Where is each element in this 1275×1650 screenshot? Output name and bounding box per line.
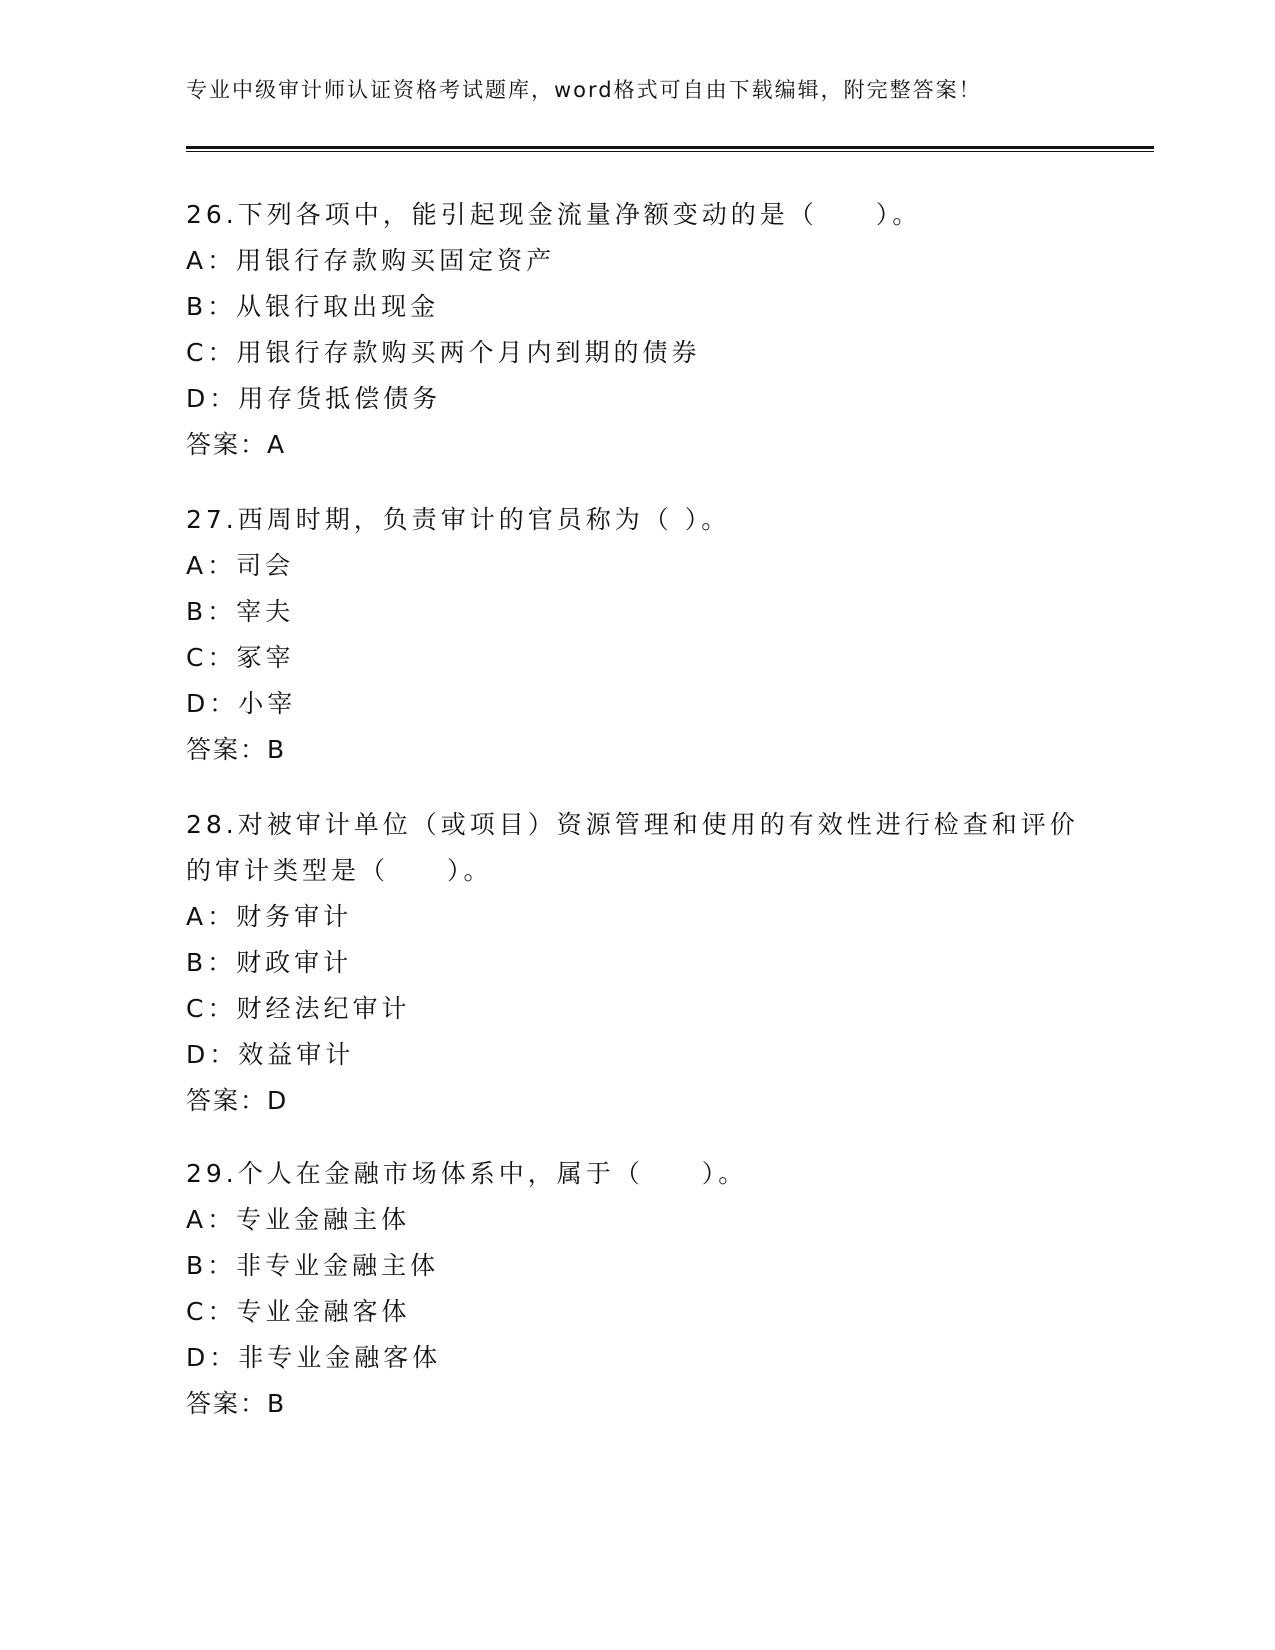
answer-value: D [267, 1086, 289, 1115]
option-d: D：小宰 [186, 689, 297, 718]
option-c: C：冢宰 [186, 643, 295, 672]
option-a: A：司会 [186, 551, 295, 580]
question-stem: 29.个人在金融市场体系中，属于（ ）。 [186, 1159, 748, 1188]
answer-value: B [267, 735, 287, 764]
option-c: C：专业金融客体 [186, 1297, 411, 1326]
answer-label: 答案： [186, 1389, 268, 1418]
option-d: D：效益审计 [186, 1040, 355, 1069]
option-a: A：财务审计 [186, 902, 353, 931]
question-stem: 27.西周时期，负责审计的官员称为（ ）。 [186, 505, 731, 534]
answer-line [186, 1078, 1086, 1124]
option-b: B：非专业金融主体 [186, 1251, 440, 1280]
question-29 [186, 1151, 1086, 1427]
answer-line [186, 727, 1086, 773]
answer-label: 答案： [186, 430, 268, 459]
option-c: C：财经法纪审计 [186, 994, 411, 1023]
header-title: 专业中级审计师认证资格考试题库，word格式可自由下载编辑，附完整答案！ [186, 78, 982, 102]
header-rule-thin [186, 151, 1154, 152]
answer-value: A [267, 430, 287, 459]
question-stem-continued: 的审计类型是（ ）。 [186, 856, 493, 885]
answer-value: B [267, 1389, 287, 1418]
question-stem: 26.下列各项中，能引起现金流量净额变动的是（ ）。 [186, 200, 922, 229]
question-28 [186, 802, 1086, 1124]
option-d: D：非专业金融客体 [186, 1343, 442, 1372]
question-stem: 28.对被审计单位（或项目）资源管理和使用的有效性进行检查和评价 [186, 810, 1079, 839]
option-a: A：用银行存款购买固定资产 [186, 246, 556, 275]
answer-line [186, 1381, 1086, 1427]
option-c: C：用银行存款购买两个月内到期的债券 [186, 338, 701, 367]
option-b: B：财政审计 [186, 948, 353, 977]
question-26 [186, 192, 1086, 468]
answer-line [186, 422, 1086, 468]
question-27 [186, 497, 1086, 773]
option-b: B：从银行取出现金 [186, 292, 440, 321]
option-b: B：宰夫 [186, 597, 295, 626]
header-rule-thick [186, 146, 1154, 149]
option-d: D：用存货抵偿债务 [186, 384, 442, 413]
option-a: A：专业金融主体 [186, 1205, 411, 1234]
answer-label: 答案： [186, 1086, 268, 1115]
answer-label: 答案： [186, 735, 268, 764]
